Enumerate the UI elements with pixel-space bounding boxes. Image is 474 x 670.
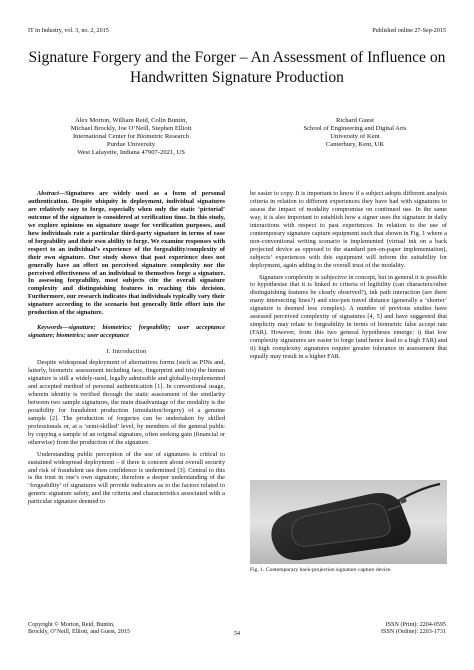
affiliation-school: School of Engineering and Digital Arts <box>303 125 407 133</box>
publication-date: Published online 27-Sep-2015 <box>372 28 446 34</box>
author-name: Richard Guest <box>336 117 374 124</box>
intro-paragraph-1: Despite widespread deployment of alternatives forms (such as PINs and, latterly, biometric assessment including face, fingerprint and iris) the human signature is still a widely-used, legally admissible and globally-implemented and accepted method of personal authentication [1]. In conventional usage, wherein identity is verified through the static assessment of the similarity between two sample signatures, the main disadvantage of the modality is the possibility for fraudulent production (simulation/forgery) of a genuine sample [2]. The production of forgeries can be undertaken by skilled professionals or, at a ‘semi-skilled’ level, by members of the general public by copying a sample of an original signature, often seeking gain (financial or otherwise) from the production of the signature. <box>28 359 225 446</box>
affiliation-address: Canterbury, Kent, UK <box>325 141 385 149</box>
journal-header: IT in Industry, vol. 3, no. 2, 2015 <box>28 28 109 34</box>
page-number: 54 <box>233 631 241 637</box>
author-names-line2: Michael Brockly, Joe O’Neill, Stephen Elliott <box>70 125 192 133</box>
affiliation-address: West Lafayette, Indiana 47907-2021, US <box>77 149 185 157</box>
paper-title: Signature Forgery and the Forger – An Assessment of Influence on Handwritten Signature Production <box>28 49 446 86</box>
figure-caption: Fig. 1. Contemporary back-projection signature capture device. <box>250 567 392 573</box>
author-block-purdue <box>30 117 232 157</box>
left-column <box>28 190 225 506</box>
right-column <box>250 190 447 361</box>
affiliation-center: International Center for Biometric Research <box>72 133 190 141</box>
section-heading-introduction: I. Introduction <box>106 348 147 356</box>
author-block-kent <box>258 117 452 149</box>
intro-paragraph-2: Understanding public perception of the use of signatures is critical to sustained widespread deployment – if there is concern about overall security and risk of fraudulent use then confidence is undermined [3]. Central to this is the trust in one’s own signature, therefore a deeper understanding of the ‘forgeability’ of signatures will provide indicators as to the factors related to generic signature safety, and the criteria and characteristics associated with a particular signature deemed to <box>28 450 225 506</box>
figure-signature-capture-device <box>250 480 447 564</box>
abstract-lead: Abstract <box>37 190 59 197</box>
issn-print: ISSN (Print): 2204-0595 <box>385 622 446 628</box>
issn-footer <box>381 622 446 637</box>
copyright-line1: Copyright © Morton, Reid, Buntin, <box>28 622 115 628</box>
affiliation-university: University of Kent <box>330 133 380 141</box>
signature-pad-photo <box>250 480 447 564</box>
issn-online: ISSN (Online): 2203-1731 <box>381 629 446 636</box>
abstract <box>28 190 225 317</box>
copyright-line2: Brockly, O’Neill, Elliott, and Guest, 2015 <box>28 629 130 636</box>
keywords: Keywords—signature; biometrics; forgeability; user acceptance signature; biometrics; user acceptance <box>28 324 225 340</box>
abstract-body: —Signatures are widely used as a form of personal authentication. Despite ubiquity in deployment, individual signatures are relatively easy to forge, especially when only the static ‘pictorial’ outcome of the signature is considered at verification time. In this study, we explore opinions on signature usage for verification purposes, and how individuals rate a particular third-party signature in terms of ease of forgeability and their own ability to forge. We examine responses with respect to an individual’s experience of the forgeability/complexity of their own signature. Our study shows that past experience does not generally have an effect on perceived signature complexity nor the perceived effectiveness of an individual to themselves forge a signature. In assessing forgeability, most subjects cite the overall signature complexity and distinguishing features in reaching this decision. Furthermore, our research indicates that individuals typically vary their signature according to the scenario but generally little effort into the production of the signature. <box>28 190 225 317</box>
affiliation-university: Purdue University <box>106 141 156 149</box>
author-names-line1: Alex Morton, William Reid, Colin Buntin, <box>74 117 188 124</box>
intro-paragraph-4: Signature complexity is subjective in concept, but in general it is possible to hypothesise that it is linked to criteria of legibility (can characters/other distinguishing features be clearly observed?), ink path interaction (are there many intersecting lines?) and size/pen travel distance (generally a ‘shorter’ signature is deemed less complex). A number of previous studies have assessed perceived complexity of signatures [4, 5] and have suggested that simplicity may relate to forgeability in terms of biometric false accept rate (FAR). However, from this two general hypotheses emerge: i) that low complexity signatures are easier to forge (and hence lead to a high FAR) and ii) high complexity signatures require greater tolerance in assessment that equally may result in a higher FAR. <box>250 273 447 361</box>
intro-paragraph-3: be easier to copy. It is important to know if a subject adopts different analysis criteria in relation to different experiences they have had with signatures to assess the impact of modality compromise on continued use. In the same way, it is also important to establish how a signer uses the signature in daily interactions with respect to past experiences. In relation to the use of contemporary signature capture equipment such that shown in Fig. 1 where a non-conventional writing scenario is implemented (virtual ink on a back projected device as opposed to the standard pen-on-paper implementation), subjects’ experiences with this equipment will inform the suitability for deployment, again adding to the overall trust of the modality. <box>250 190 447 269</box>
